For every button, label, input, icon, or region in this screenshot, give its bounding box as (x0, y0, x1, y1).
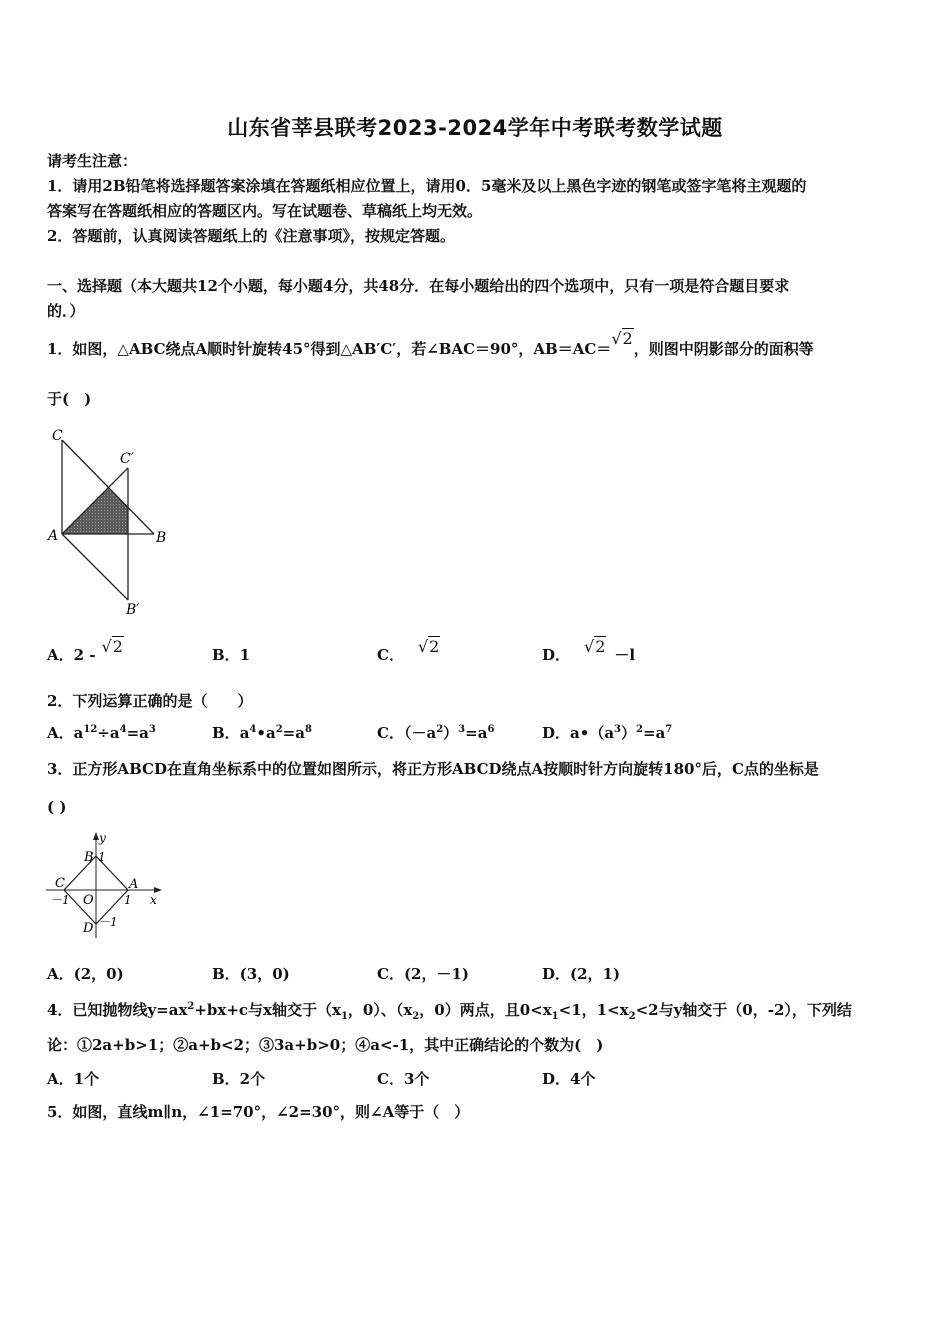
question-1-figure (40, 422, 180, 618)
q2-option-b-exp1: 4 (249, 724, 257, 735)
question-5: 5．如图，直线m∥n，∠1=70°，∠2=30°，则∠A等于（ ） (47, 1103, 470, 1121)
q3-option-b[interactable]: B．(3，0) (212, 965, 290, 983)
q2-option-a-exp1: 12 (83, 724, 98, 735)
q2-option-d-label: D． (542, 724, 571, 742)
notice-line-1-cont: 答案写在答题纸相应的答题区内。写在试题卷、草稿纸上均无效。 (47, 202, 483, 220)
q2-option-c-mid: ） (443, 724, 459, 742)
q2-option-c-exp1: 2 (436, 724, 444, 735)
q2-option-a-op: ÷a (97, 724, 120, 742)
q4-option-a[interactable]: A．1个 (47, 1070, 100, 1088)
q4-sub-3: 1 (551, 1011, 559, 1022)
q2-option-b-base: a (239, 724, 250, 742)
label-x: x (150, 893, 157, 907)
q3-option-a[interactable]: A．(2，0) (47, 965, 124, 983)
q1-option-b[interactable]: B．1 (212, 646, 251, 664)
q2-option-b-exp3: 8 (304, 724, 312, 735)
sqrt-radicand: 2 (112, 637, 123, 656)
notice-heading: 请考生注意： (47, 152, 138, 170)
q2-option-a-exp3: 3 (148, 724, 156, 735)
q2-option-c[interactable] (377, 722, 494, 743)
sqrt-radicand: 2 (622, 329, 633, 348)
sqrt-symbol: √2 (417, 637, 440, 656)
segment-ab-prime (62, 534, 128, 600)
q1-option-d[interactable] (542, 637, 636, 665)
section-heading-cont: 的．） (47, 302, 85, 320)
q2-option-a-exp2: 4 (119, 724, 127, 735)
q2-option-a-eq: =a (126, 724, 149, 742)
q1-option-c[interactable] (377, 637, 440, 665)
label-c-prime: C′ (120, 451, 134, 467)
question-3-paren: ( ) (47, 798, 67, 816)
section-heading: 一、选择题（本大题共12个小题，每小题4分，共48分．在每小题给出的四个选项中，只有一项是符合题目要求 (47, 277, 790, 295)
question-3: 3．正方形ABCD在直角坐标系中的位置如图所示，将正方形ABCD绕点A按顺时针方向旋转180°后，C点的坐标是 (47, 760, 819, 778)
label-d: D (83, 921, 94, 936)
q4-part-6: <2与y轴交于（0，-2），下列结 (635, 1001, 852, 1019)
q4-part-4: ，0）两点，且0<x (419, 1001, 552, 1019)
q3-option-d[interactable]: D．(2，1) (542, 965, 621, 983)
sqrt-radicand: 2 (429, 637, 440, 656)
label-a: A (48, 528, 59, 544)
label-neg-one: －1 (50, 893, 70, 907)
q2-option-c-pre: （－a (403, 724, 437, 742)
q2-option-b-label: B． (212, 724, 240, 742)
q4-option-c[interactable]: C．3个 (377, 1070, 430, 1088)
q4-sub-2: 2 (412, 1011, 420, 1022)
question-1-text-cont: ，则图中阴影部分的面积等 (633, 340, 814, 358)
q2-option-c-exp2: 3 (458, 724, 466, 735)
sqrt-symbol: √2 (101, 637, 123, 656)
q2-option-b-op: •a (256, 724, 276, 742)
q2-option-a-label: A． (47, 724, 74, 742)
notice-line-2: 2．答题前，认真阅读答题纸上的《注意事项》，按规定答题。 (47, 227, 455, 245)
q4-option-d[interactable]: D．4个 (542, 1070, 596, 1088)
q2-option-d-eq: =a (643, 724, 666, 742)
question-1 (47, 329, 814, 360)
label-neg-one-bottom: －1 (98, 915, 118, 929)
label-y: y (99, 831, 106, 845)
notice-line-1: 1．请用2B铅笔将选择题答案涂填在答题纸相应位置上，请用0．5毫米及以上黑色字迹的钢笔或签字笔将主观题的 (47, 177, 807, 195)
label-c: C (52, 428, 63, 444)
label-one-top: 1 (98, 850, 106, 864)
q2-option-d-exp2: 2 (636, 724, 643, 735)
q2-option-c-eq: =a (465, 724, 488, 742)
question-2: 2．下列运算正确的是（ ） (47, 692, 253, 710)
q2-option-a-base: a (73, 724, 84, 742)
page-title: 山东省莘县联考2023-2024学年中考联考数学试题 (227, 116, 723, 140)
q4-exp-1: 2 (187, 1001, 195, 1012)
label-b: B (84, 850, 94, 865)
q2-option-d-exp1: 3 (614, 724, 622, 735)
q2-option-b[interactable] (212, 722, 312, 743)
q4-part-5: <1，1<x (558, 1001, 629, 1019)
q2-option-a[interactable] (47, 722, 156, 743)
q3-option-c[interactable]: C．(2，－1) (377, 965, 470, 983)
q2-option-d-mid: ） (621, 724, 637, 742)
q4-option-b[interactable]: B．2个 (212, 1070, 266, 1088)
q2-option-d-pre: a•（a (570, 724, 615, 742)
sqrt-symbol: √2 (611, 329, 633, 348)
question-1-paren: 于( ) (47, 390, 92, 408)
sqrt-radicand: 2 (595, 637, 606, 656)
question-4-cont: 论：①2a+b>1；②a+b<2；③3a+b>0；④a<-1，其中正确结论的个数为( ) (47, 1036, 604, 1054)
q1-option-d-label: D． (542, 646, 571, 664)
q1-option-c-label: C． (377, 646, 404, 664)
q4-sub-4: 2 (628, 1011, 636, 1022)
q4-part-2: +bx+c与x轴交于（x (194, 1001, 341, 1019)
shaded-region (62, 488, 128, 534)
q4-part-3: ，0）、（x (347, 1001, 413, 1019)
q1-option-d-tail: －l (614, 646, 636, 664)
q2-option-d[interactable] (542, 722, 672, 743)
label-b-prime: B′ (126, 602, 140, 618)
q2-option-c-exp3: 6 (487, 724, 495, 735)
label-origin: O (83, 893, 94, 908)
label-c: C (55, 876, 65, 891)
label-b: B (156, 530, 167, 546)
q2-option-b-eq: =a (282, 724, 305, 742)
q2-option-c-label: C． (377, 724, 404, 742)
label-a: A (129, 877, 139, 892)
q2-option-d-exp3: 7 (665, 724, 673, 735)
q1-option-a-label: A．2 - (47, 646, 96, 664)
q4-sub-1: 1 (340, 1011, 348, 1022)
question-1-text: 1．如图，△ABC绕点A顺时针旋转45°得到△AB′C′，若∠BAC＝90°，AB＝AC＝ (47, 340, 612, 358)
question-3-figure (40, 826, 170, 940)
q2-option-b-exp2: 2 (275, 724, 283, 735)
sqrt-symbol: √2 (584, 637, 606, 656)
q4-part-1: 4．已知抛物线y=ax (47, 1001, 188, 1019)
question-4 (47, 996, 852, 1028)
q1-option-a[interactable] (47, 637, 123, 665)
label-one-right: 1 (124, 893, 132, 907)
